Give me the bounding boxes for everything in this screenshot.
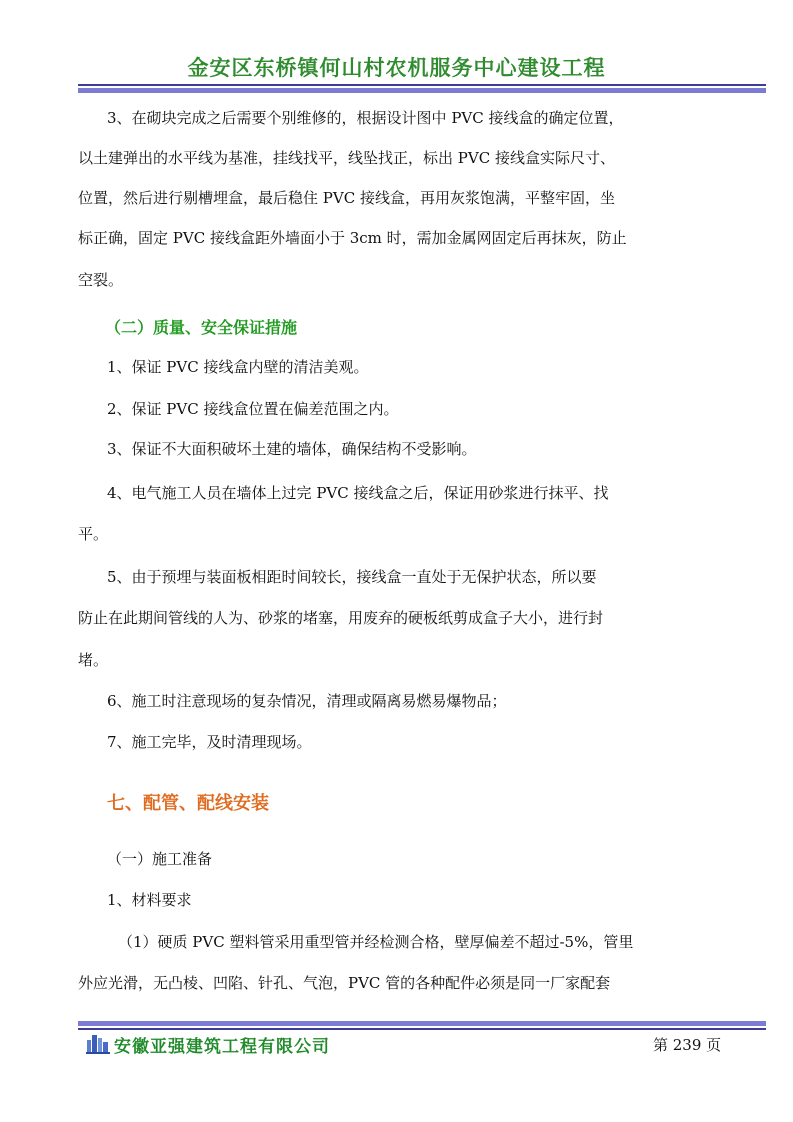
paragraph-line: 位置，然后进行剔槽埋盒，最后稳住 PVC 接线盒，再用灰浆饱满，平整牢固，坐 <box>78 189 615 207</box>
list-item: 1、保证 PVC 接线盒内壁的清洁美观。 <box>107 358 369 376</box>
paragraph-line: 3、在砌块完成之后需要个别维修的，根据设计图中 PVC 接线盒的确定位置， <box>107 109 624 127</box>
list-item: 5、由于预埋与装面板相距时间较长，接线盒一直处于无保护状态，所以要 <box>107 568 597 586</box>
list-item: 6、施工时注意现场的复杂情况，清理或隔离易燃易爆物品； <box>107 692 507 710</box>
footer-rule-dark <box>78 1028 766 1030</box>
paragraph-line: 堵。 <box>78 651 109 669</box>
section-heading-conduit: 七、配管、配线安装 <box>107 793 269 814</box>
list-item: 4、电气施工人员在墙体上过完 PVC 接线盒之后，保证用砂浆进行抹平、找 <box>107 484 609 502</box>
list-item: 7、施工完毕，及时清理现场。 <box>107 733 312 751</box>
section-heading-quality: （二）质量、安全保证措施 <box>105 318 298 337</box>
paragraph-line: 平。 <box>78 525 109 543</box>
paragraph-line: 标正确，固定 PVC 接线盒距外墙面小于 3cm 时，需加金属网固定后再抹灰，防止 <box>78 229 627 247</box>
paragraph-line: 以土建弹出的水平线为基准，挂线找平，线坠找正，标出 PVC 接线盒实际尺寸、 <box>78 149 615 167</box>
company-logo-icon <box>86 1032 110 1054</box>
subsection-heading: （一）施工准备 <box>107 850 213 868</box>
header-rule-light <box>78 88 766 93</box>
paragraph-line: （1）硬质 PVC 塑料管采用重型管并经检测合格，壁厚偏差不超过-5%，管里 <box>118 933 634 951</box>
list-item: 1、材料要求 <box>107 891 192 909</box>
paragraph-line: 空裂。 <box>78 271 124 289</box>
list-item: 3、保证不大面积破坏土建的墙体，确保结构不受影响。 <box>107 440 477 458</box>
list-item: 2、保证 PVC 接线盒位置在偏差范围之内。 <box>107 400 399 418</box>
paragraph-line: 防止在此期间管线的人为、砂浆的堵塞，用废弃的硬板纸剪成盒子大小，进行封 <box>78 609 604 627</box>
footer-company-name: 安徽亚强建筑工程有限公司 <box>114 1037 330 1057</box>
footer-rule-light <box>78 1021 766 1026</box>
header-title: 金安区东桥镇何山村农机服务中心建设工程 <box>187 56 606 80</box>
page-number: 第 239 页 <box>653 1036 722 1054</box>
paragraph-line: 外应光滑，无凸棱、凹陷、针孔、气泡，PVC 管的各种配件必须是同一厂家配套 <box>78 974 611 992</box>
header-rule-dark <box>78 84 766 86</box>
